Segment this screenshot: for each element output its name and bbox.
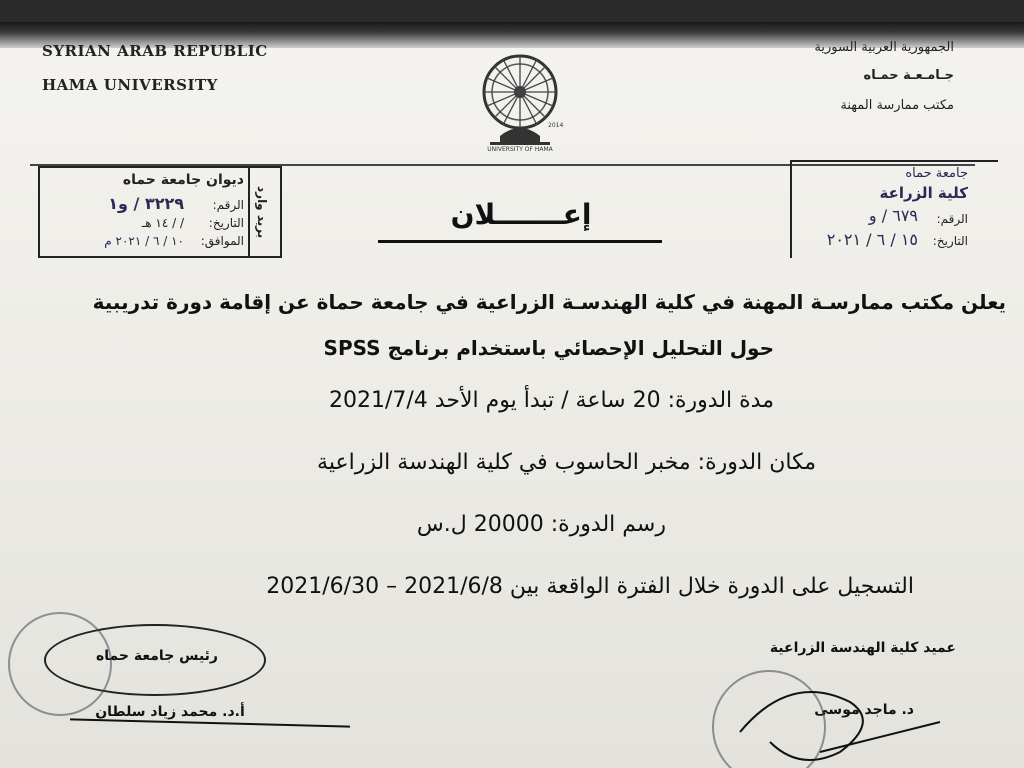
announcement-paragraph-line2: حول التحليل الإحصائي باستخدام برنامج SPSS — [323, 336, 774, 360]
faculty-number-label: الرقم: — [936, 212, 968, 226]
stamp-date-label: التاريخ: — [208, 216, 244, 230]
university-logo — [470, 50, 570, 160]
faculty-stamp — [790, 160, 998, 258]
incoming-mail-stamp — [38, 166, 282, 258]
title-underline — [378, 240, 662, 243]
president-title: رئيس جامعة حماه — [96, 648, 218, 664]
faculty-number-value: ٦٧٩ / و — [868, 206, 918, 225]
course-registration: التسجيل على الدورة خلال الفترة الواقعة بين 2021/6/8 – 2021/6/30 — [266, 574, 914, 599]
stamp-date-value: / / ١٤ هـ — [141, 216, 184, 230]
dean-name: د. ماجد موسى — [814, 702, 914, 718]
president-name: أ.د. محمد زياد سلطان — [95, 704, 245, 720]
logo-caption: UNIVERSITY OF HAMA — [487, 146, 553, 153]
stamp-side-label: بريد وارد — [248, 168, 274, 256]
logo-year: 2014 — [548, 122, 564, 129]
document-page — [0, 22, 1024, 768]
header-ar-country: الجمهورية العربية السورية — [814, 40, 954, 55]
dean-title: عميد كلية الهندسة الزراعية — [769, 640, 956, 656]
stamp-title: ديوان جامعة حماه — [122, 172, 244, 188]
faculty-date-value: ١٥ / ٦ / ٢٠٢١ — [826, 230, 918, 249]
header-ar-office: مكتب ممارسة المهنة — [840, 98, 954, 113]
faculty-date-label: التاريخ: — [932, 234, 968, 248]
faculty-stamp-line1: جامعة حماه — [905, 166, 968, 181]
header-ar-university: جـامـعـة حمـاه — [863, 68, 954, 83]
stamp-number-label: الرقم: — [212, 198, 244, 212]
waterwheel-emblem-icon — [470, 50, 570, 160]
course-duration: مدة الدورة: 20 ساعة / تبدأ يوم الأحد 2021/7/4 — [329, 388, 774, 413]
stamp-corresponding-value: ١٠ / ٦ / ٢٠٢١ م — [104, 234, 184, 248]
left-round-seal — [8, 612, 112, 716]
dean-signature-scribble — [730, 662, 950, 768]
stamp-number-value: ٣٢٢٩ / و١ — [108, 194, 184, 213]
stamp-corresponding-label: الموافق: — [200, 234, 244, 248]
header-en-university: HAMA UNIVERSITY — [42, 76, 218, 94]
course-location: مكان الدورة: مخبر الحاسوب في كلية الهندسة الزراعية — [317, 450, 816, 475]
header-en-country: SYRIAN ARAB REPUBLIC — [42, 42, 268, 60]
announcement-title: إعـــــــلان — [450, 198, 592, 231]
announcement-paragraph-line1: يعلن مكتب ممارسـة المهنة في كلية الهندسـة الزراعية في جامعة حماة عن إقامة دورة تدريبية — [92, 290, 1006, 314]
faculty-stamp-line2: كلية الزراعة — [879, 184, 968, 202]
course-fee: رسم الدورة: 20000 ل.س — [416, 512, 666, 537]
